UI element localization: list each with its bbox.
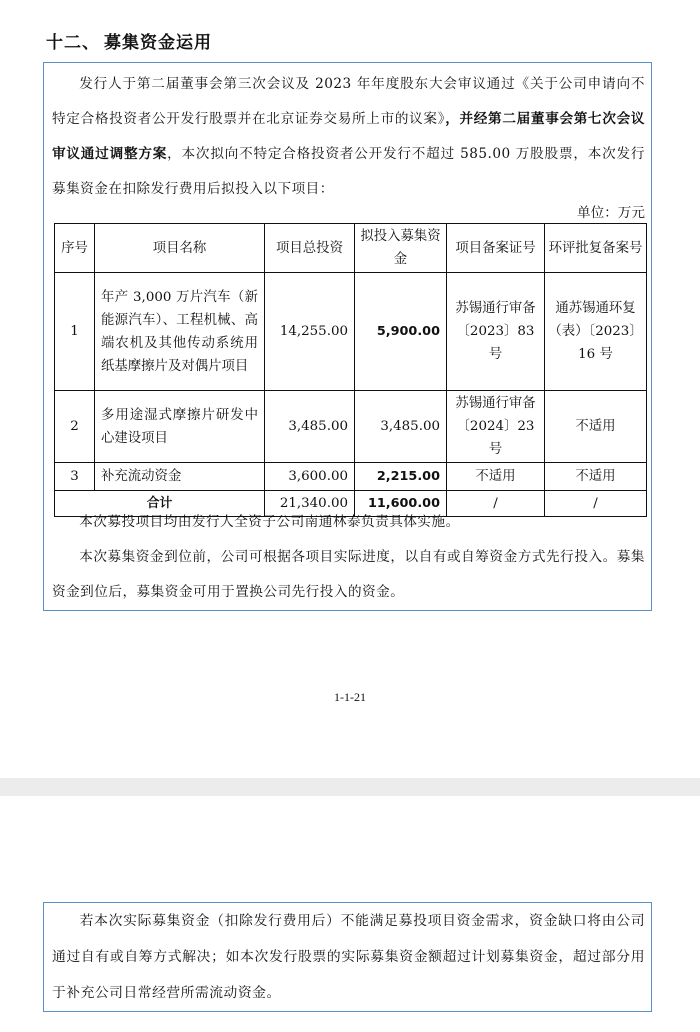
total-label: 合计 bbox=[55, 491, 265, 517]
total-eia: / bbox=[545, 491, 647, 517]
cell-seq: 3 bbox=[55, 463, 95, 491]
intro-paragraph bbox=[52, 67, 645, 207]
cell-filing: 苏锡通行审备〔2024〕23 号 bbox=[447, 391, 545, 463]
table-header-row bbox=[55, 224, 647, 273]
table-row bbox=[55, 391, 647, 463]
cell-raised: 3,485.00 bbox=[355, 391, 447, 463]
cell-seq: 1 bbox=[55, 273, 95, 391]
header-total: 项目总投资 bbox=[265, 224, 355, 273]
cell-eia: 不适用 bbox=[545, 463, 647, 491]
cell-eia: 通苏锡通环复（表）〔2023〕16 号 bbox=[545, 273, 647, 391]
total-total: 21,340.00 bbox=[265, 491, 355, 517]
table-row bbox=[55, 273, 647, 391]
cell-filing: 苏锡通行审备〔2023〕83 号 bbox=[447, 273, 545, 391]
cell-seq: 2 bbox=[55, 391, 95, 463]
section-title: 募集资金运用 bbox=[104, 33, 212, 53]
cell-name: 年产 3,000 万片汽车（新能源汽车）、工程机械、高端农机及其他传动系统用纸基摩擦片及对偶片项目 bbox=[95, 273, 265, 391]
section-number: 十二、 bbox=[46, 33, 100, 53]
total-filing: / bbox=[447, 491, 545, 517]
header-name: 项目名称 bbox=[95, 224, 265, 273]
intro-text-2: ，本次拟向不特定合格投资者公开发行不超过 585.00 万股股票，本次发行募集资金在扣除发行费用后拟投入以下项目： bbox=[52, 146, 645, 197]
highlight-box bbox=[43, 62, 652, 611]
cell-raised: 2,215.00 bbox=[355, 463, 447, 491]
total-raised: 11,600.00 bbox=[355, 491, 447, 517]
section-heading bbox=[46, 28, 212, 53]
page-separator bbox=[0, 778, 700, 796]
cell-total: 14,255.00 bbox=[265, 273, 355, 391]
cell-eia: 不适用 bbox=[545, 391, 647, 463]
projects-table bbox=[54, 223, 647, 517]
header-raised: 拟投入募集资金 bbox=[355, 224, 447, 273]
cell-raised: 5,900.00 bbox=[355, 273, 447, 391]
header-seq: 序号 bbox=[55, 224, 95, 273]
cell-total: 3,485.00 bbox=[265, 391, 355, 463]
page-number: 1-1-21 bbox=[334, 690, 366, 704]
continuation-box bbox=[43, 902, 652, 1012]
cell-name: 多用途湿式摩擦片研发中心建设项目 bbox=[95, 391, 265, 463]
cell-filing: 不适用 bbox=[447, 463, 545, 491]
note-implementation: 本次募投项目均由发行人全资子公司南通林泰负责具体实施。 bbox=[79, 514, 460, 530]
cell-name: 补充流动资金 bbox=[95, 463, 265, 491]
cell-total: 3,600.00 bbox=[265, 463, 355, 491]
header-filing: 项目备案证号 bbox=[447, 224, 545, 273]
note-advance-funding: 本次募集资金到位前，公司可根据各项目实际进度，以自有或自筹资金方式先行投入。募集资金到位后，募集资金可用于置换公司先行投入的资金。 bbox=[52, 549, 645, 600]
header-eia: 环评批复备案号 bbox=[545, 224, 647, 273]
continuation-paragraph: 若本次实际募集资金（扣除发行费用后）不能满足募投项目资金需求，资金缺口将由公司通过自有或自筹方式解决；如本次发行股票的实际募集资金额超过计划募集资金，超过部分用于补充公司日常经营所需流动资金。 bbox=[52, 913, 645, 1001]
unit-label: 单位：万元 bbox=[577, 205, 645, 221]
table-row bbox=[55, 463, 647, 491]
intro-text-bold: ，并经第二届董事会第七次会议审议通过调整方案 bbox=[52, 111, 646, 162]
intro-text-1: 发行人于第二届董事会第三次会议及 2023 年年度股东大会审议通过《关于公司申请向不特定合格投资者公开发行股票并在北京证券交易所上市的议案》 bbox=[52, 76, 645, 127]
